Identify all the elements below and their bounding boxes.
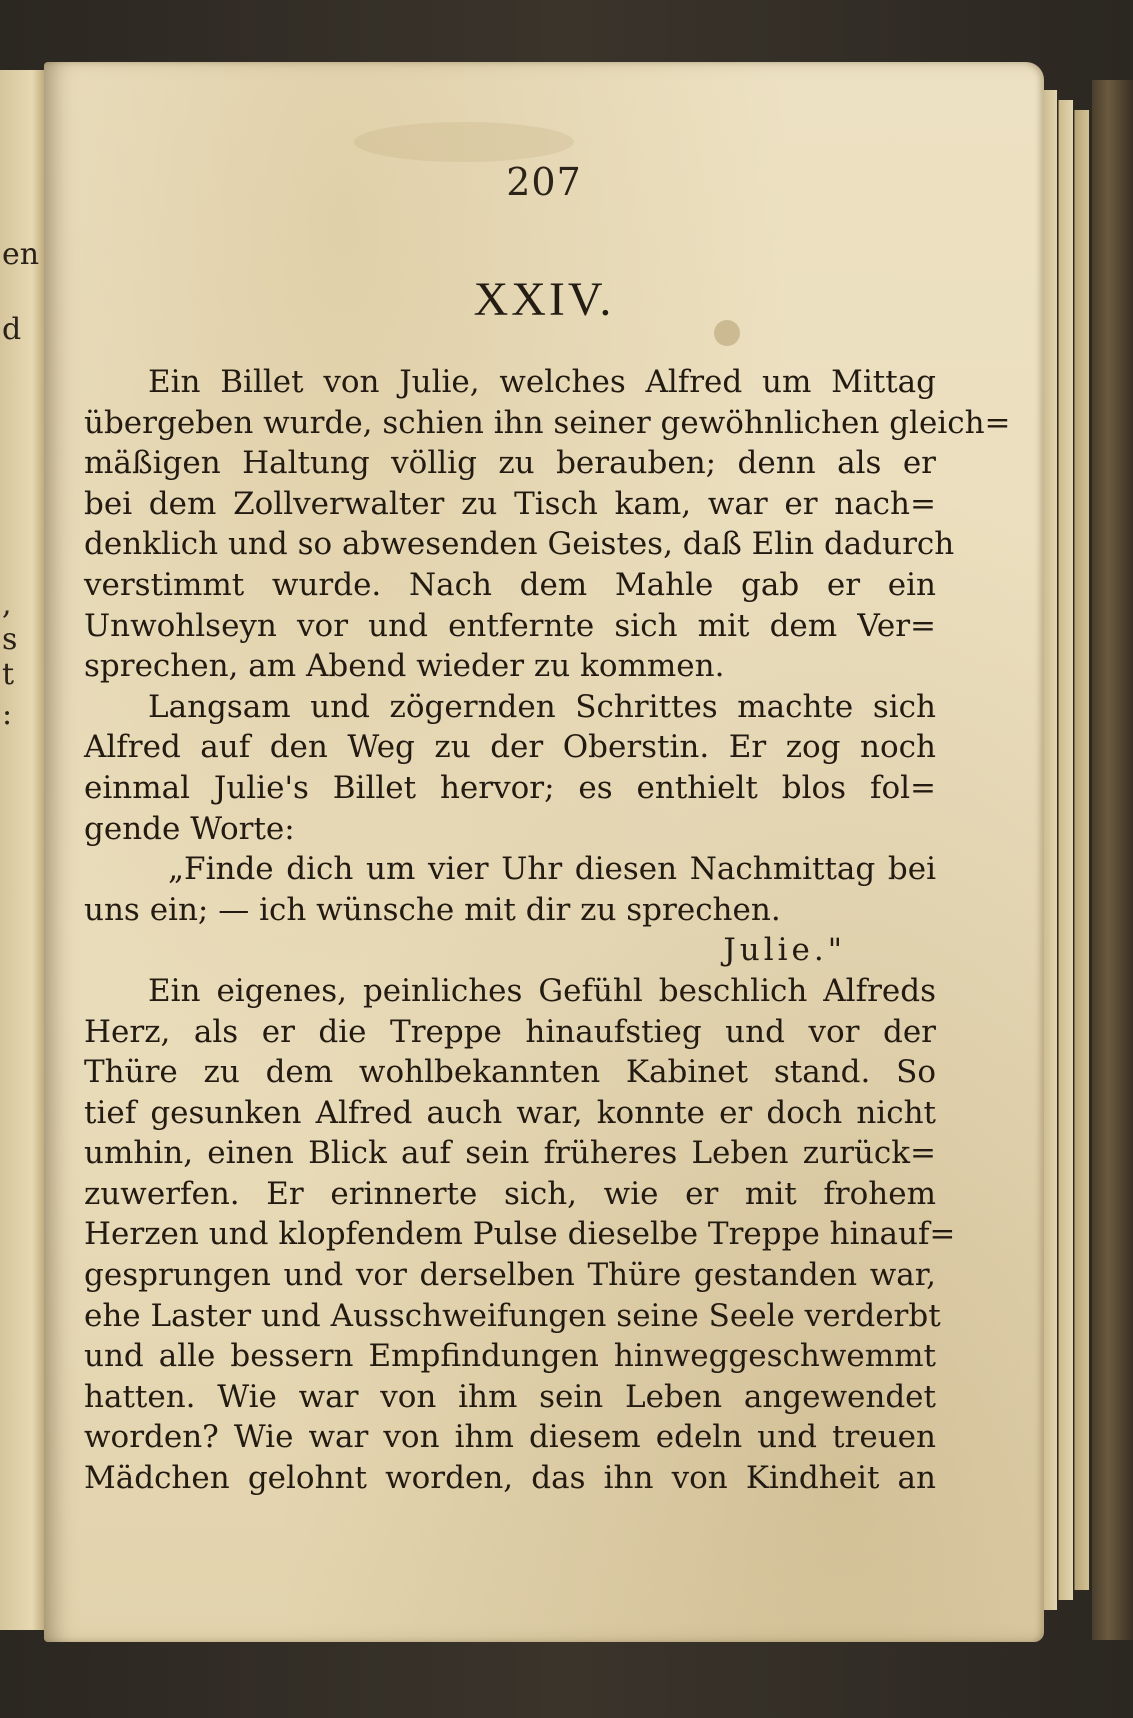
left-page-fragment: t	[2, 657, 15, 692]
page-edge	[1042, 90, 1057, 1610]
text-line: zuwerfen. Er erinnerte sich, wie er mit frohem	[84, 1175, 936, 1212]
text-line: Langsam und zögernden Schrittes machte sich	[148, 688, 936, 725]
text-line: Thüre zu dem wohlbekannten Kabinet stand. So	[84, 1054, 936, 1091]
text-line: Herzen und klopfendem Pulse dieselbe Treppe hinauf=	[84, 1216, 956, 1253]
text-line: Ein Billet von Julie, welches Alfred um Mittag	[148, 364, 936, 400]
page-edge	[1074, 110, 1089, 1590]
book-spine	[1092, 80, 1133, 1640]
text-line: Mädchen gelohnt worden, das ihn von Kindheit an	[84, 1460, 936, 1497]
right-page	[44, 62, 1044, 1642]
text-line: sprechen, am Abend wieder zu kommen.	[84, 648, 725, 685]
text-line: gende Worte:	[84, 810, 295, 847]
text-line: gesprungen und vor derselben Thüre gestanden war,	[84, 1257, 936, 1294]
text-line: ehe Laster und Ausschweifungen seine Seele verderbt	[84, 1297, 941, 1334]
text-line: hatten. Wie war von ihm sein Leben angewendet	[84, 1378, 936, 1415]
left-page-fragment: s	[2, 622, 18, 657]
page-number: 207	[506, 160, 582, 204]
page-edge	[1058, 100, 1073, 1600]
paper-stain	[354, 122, 574, 162]
left-facing-page	[0, 70, 48, 1630]
left-page-fragment: d	[2, 312, 22, 347]
text-line: einmal Julie's Billet hervor; es enthielt blos fol=	[84, 769, 936, 806]
text-line: verstimmt wurde. Nach dem Mahle gab er ein	[84, 566, 936, 603]
text-line: Alfred auf den Weg zu der Oberstin. Er zog noch	[84, 729, 936, 766]
text-line: umhin, einen Blick auf sein früheres Leben zurück=	[84, 1135, 936, 1172]
body-text	[84, 362, 1011, 1499]
left-page-fragment: :	[2, 697, 13, 732]
text-line: tief gesunken Alfred auch war, konnte er doch nicht	[84, 1094, 936, 1131]
text-line: mäßigen Haltung völlig zu berauben; denn als er	[84, 445, 936, 482]
text-line: und alle bessern Empfindungen hinweggeschwemmt	[84, 1338, 936, 1375]
left-page-fragment: en	[2, 237, 40, 272]
text-line: „Finde dich um vier Uhr diesen Nachmittag bei	[168, 851, 936, 888]
text-line: uns ein; — ich wünsche mit dir zu sprechen.	[84, 891, 781, 928]
text-line: Herz, als er die Treppe hinaufstieg und vor der	[84, 1013, 936, 1050]
text-line: worden? Wie war von ihm diesem edeln und treuen	[84, 1419, 936, 1456]
text-line: Unwohlseyn vor und entfernte sich mit dem Ver=	[84, 607, 936, 644]
text-line: Julie."	[723, 932, 846, 969]
text-line: denklich und so abwesenden Geistes, daß Elin dadurch	[84, 526, 955, 563]
text-line: Ein eigenes, peinliches Gefühl beschlich Alfreds	[148, 972, 936, 1009]
chapter-heading: XXIV.	[473, 273, 615, 326]
text-line: bei dem Zollverwalter zu Tisch kam, war er nach=	[84, 485, 936, 522]
text-line: übergeben wurde, schien ihn seiner gewöhnlichen gleich=	[84, 404, 1011, 441]
left-page-fragment: ,	[2, 587, 12, 622]
